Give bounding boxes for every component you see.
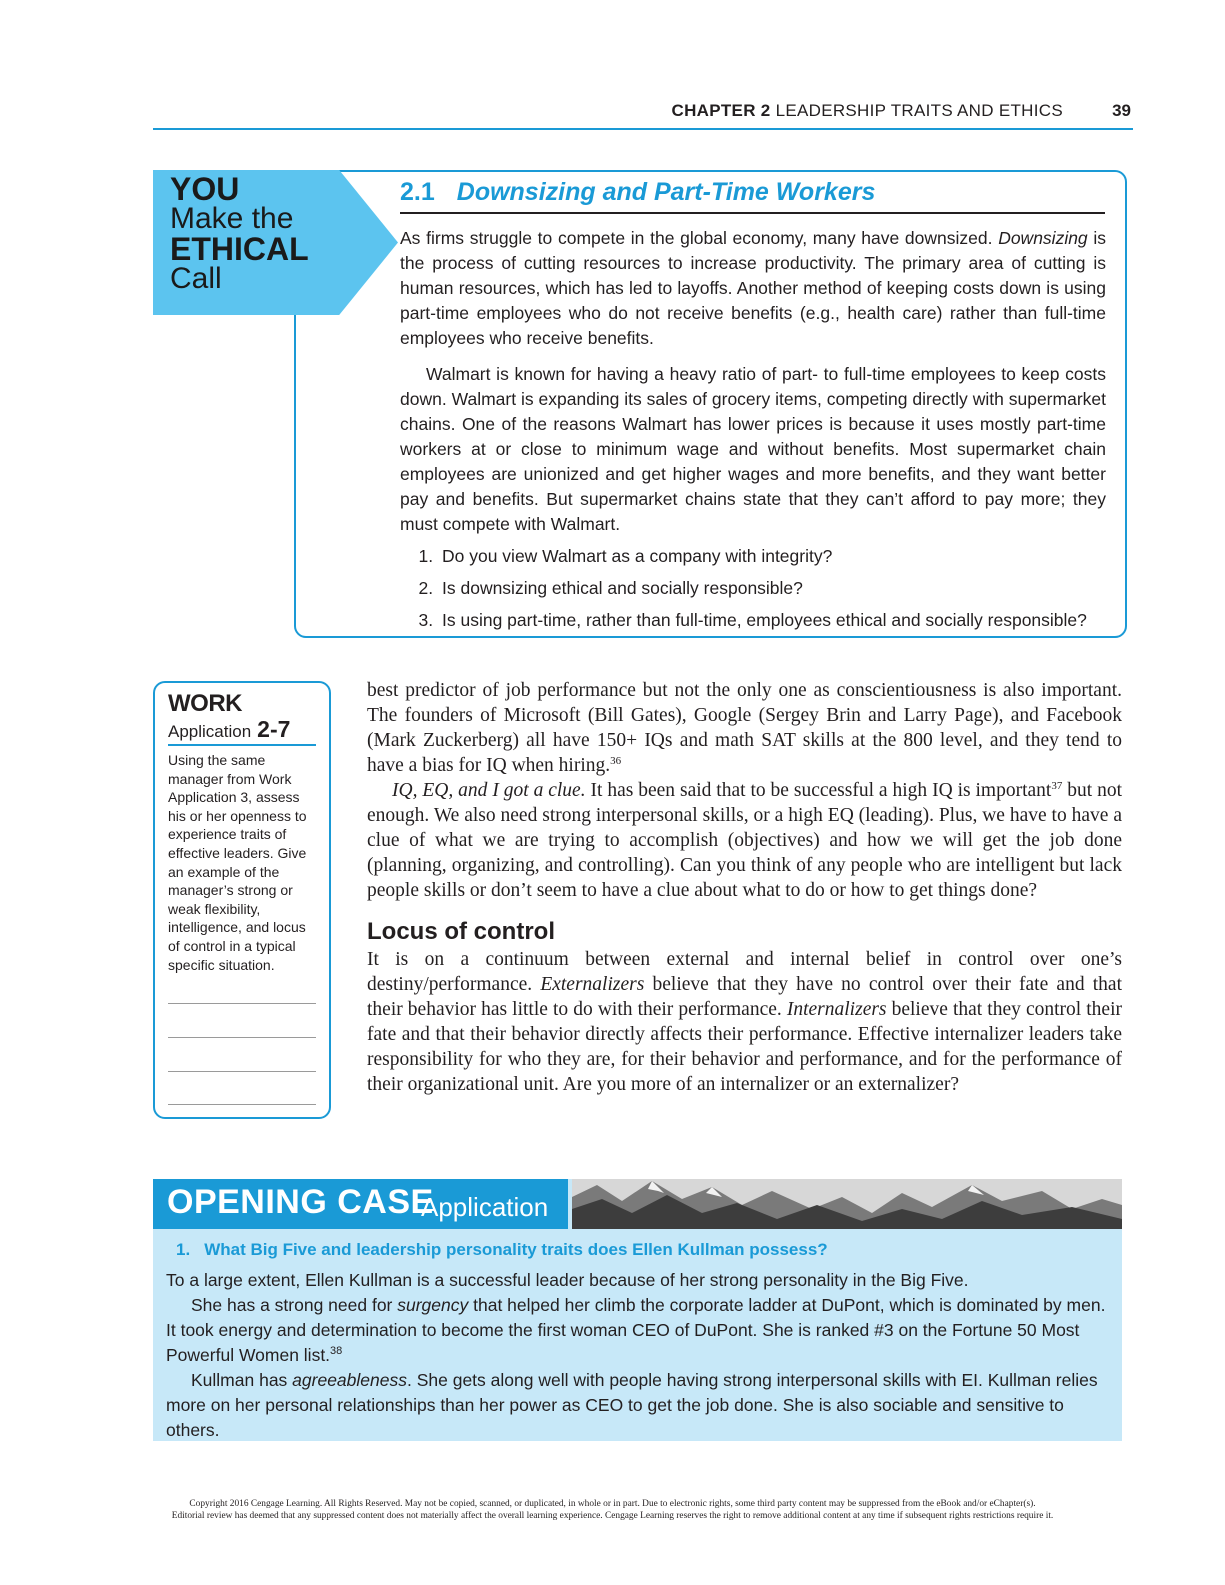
paragraph-iq: best predictor of job performance but not the only one as conscientiousness is also important. The founders of Microsoft (Bill Gates), Google (Sergey Brin and Larry Page), and Facebook (Mark Zuckerberg) all have 150+ IQs and math SAT skills at the 800 level, and they tend to have a bias for IQ when hiring.$^{36}$ bbox=[367, 680, 1122, 776]
answer-line[interactable] bbox=[168, 1071, 316, 1072]
question-item: 1. Do you view Walmart as a company with integrity? bbox=[438, 543, 1106, 569]
answer-line[interactable] bbox=[168, 1037, 316, 1038]
copyright-notice bbox=[100, 1498, 1125, 1522]
case-question-text: What Big Five and leadership personality traits does Ellen Kullman possess? bbox=[204, 1240, 828, 1259]
work-prompt: Using the same manager from Work Application 3, assess his or her openness to experience traits of effective leaders. Give an example of the manager’s strong or weak flexibility, intelligence, and locus of control in a typical specific situation. bbox=[168, 752, 307, 973]
label-you: YOU bbox=[170, 171, 240, 207]
mountain-photo bbox=[572, 1179, 1122, 1229]
work-title: WORK bbox=[168, 690, 242, 717]
case-header-light: Application bbox=[421, 1192, 549, 1222]
work-subtitle: Application 2-7 bbox=[168, 716, 316, 746]
term-downsizing: Downsizing bbox=[998, 228, 1088, 248]
ethical-body bbox=[400, 226, 1106, 639]
reference-37: 37 bbox=[1051, 780, 1063, 792]
running-header bbox=[153, 100, 1133, 130]
term-surgency: surgency bbox=[397, 1295, 469, 1315]
opening-case-header bbox=[153, 1179, 568, 1229]
ethical-paragraph-2: Walmart is known for having a heavy ratio of part- to full-time employees to keep costs down. Walmart is expanding its sales of grocery items, competing directly with supermarket chains. One of the reasons Walmart has lower prices is because it uses mostly part-time workers at or close to minimum wage and without benefits. Most supermarket chain employees are unionized and get higher wages and more benefits, and they want better pay and benefits. But supermarket chains state that they can’t afford to pay more; they must compete with Walmart. bbox=[400, 364, 1106, 534]
chapter-title: LEADERSHIP TRAITS AND ETHICS bbox=[775, 101, 1063, 120]
label-ethical: ETHICAL bbox=[170, 231, 309, 267]
copyright-line-2: Editorial review has deemed that any suppressed content does not materially affect the overall learning experience. Cengage Learning reserves the right to remove additional content at any time if subsequent rights restrictions require it. bbox=[171, 1511, 1054, 1521]
case-paragraph-2: She has a strong need for surgency that helped her climb the corporate ladder at DuPont, which is dominated by men. It took energy and determination to become the first woman CEO of DuPont. She is ranked #3 on the Fortune 50 Most Powerful Women list.$^{38}$ bbox=[166, 1295, 1106, 1365]
answer-line[interactable] bbox=[168, 1003, 316, 1004]
main-text bbox=[367, 678, 1122, 1097]
reference-38: 38 bbox=[330, 1345, 343, 1357]
question-item: 3. Is using part-time, rather than full-time, employees ethical and socially responsible? bbox=[438, 607, 1106, 633]
ethical-call-label bbox=[170, 171, 309, 295]
chapter-label: CHAPTER 2 bbox=[671, 101, 771, 120]
term-externalizers: Externalizers bbox=[540, 974, 645, 995]
term-internalizers: Internalizers bbox=[786, 999, 887, 1020]
label-make-the: Make the bbox=[170, 202, 294, 235]
copyright-line-1: Copyright 2016 Cengage Learning. All Rights Reserved. May not be copied, scanned, or duplicated, in whole or in part. Due to electronic rights, some third party content may be suppressed from the eBook and/or eChapter(s). bbox=[189, 1499, 1036, 1509]
answer-line[interactable] bbox=[168, 1104, 316, 1105]
ethical-number: 2.1 bbox=[400, 178, 435, 206]
paragraph-clue: IQ, EQ, and I got a clue. It has been said that to be successful a high IQ is important$^{37}$ but not enough. We also need strong interpersonal skills, or a high EQ (leading). Plus, we have to have a clue of what we are trying to accomplish (objectives) and how we will get the job done (planning, organizing, and controlling). Can you think of any people who are intelligent but lack people skills or don’t seem to have a clue about what to do or how to get things done? bbox=[367, 780, 1122, 901]
work-number: 2-7 bbox=[257, 716, 291, 742]
case-question bbox=[176, 1240, 828, 1260]
ethical-paragraph-1: As firms struggle to compete in the global economy, many have downsized. Downsizing is the process of cutting resources to increase productivity. The primary area of cutting is human resources, which has led to layoffs. Another method of keeping costs down is using part-time employees who do not receive benefits (e.g., health care) rather than full-time employees who receive benefits. bbox=[400, 228, 1107, 348]
reference-36: 36 bbox=[610, 755, 622, 767]
case-paragraph-1: To a large extent, Ellen Kullman is a successful leader because of her strong personality in the Big Five. bbox=[166, 1270, 969, 1290]
case-header-bold: OPENING CASE bbox=[167, 1183, 434, 1221]
case-question-number: 1. bbox=[176, 1240, 191, 1259]
section-heading: Locus of control bbox=[367, 918, 555, 945]
page-number: 39 bbox=[1112, 101, 1131, 120]
term-agreeableness: agreeableness bbox=[292, 1370, 407, 1390]
label-call: Call bbox=[170, 262, 222, 295]
case-body bbox=[166, 1268, 1110, 1443]
ethical-heading: Downsizing and Part-Time Workers bbox=[456, 178, 876, 206]
mountain-photo-graphic bbox=[572, 1179, 1122, 1229]
ethical-title bbox=[400, 178, 1105, 214]
ethical-questions bbox=[400, 543, 1106, 633]
case-paragraph-3: Kullman has agreeableness. She gets along well with people having strong interpersonal skills with EI. Kullman relies more on her personal relationships than her power as CEO to get the job done. She is also sociable and sensitive to others. bbox=[166, 1370, 1098, 1440]
paragraph-locus: It is on a continuum between external and internal belief in control over one’s destiny/performance. Externalizers believe that they have no control over their fate and that their behavior has little to do with their performance. Internalizers believe that they control their fate and that their behavior directly affects their performance. Effective internalizer leaders take responsibility for who they are, for their behavior and performance, and for the performance of their organizational unit. Are you more of an internalizer or an externalizer? bbox=[367, 949, 1122, 1095]
run-in-heading: IQ, EQ, and I got a clue. bbox=[392, 780, 586, 801]
question-item: 2. Is downsizing ethical and socially responsible? bbox=[438, 575, 1106, 601]
